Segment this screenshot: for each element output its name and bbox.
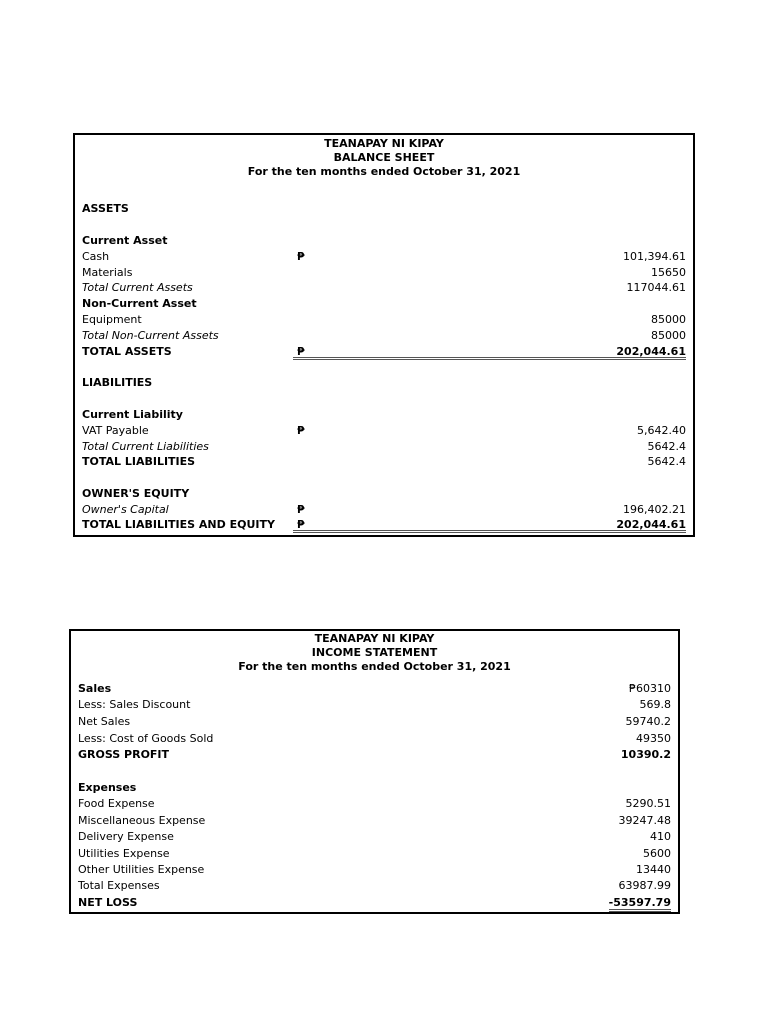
- vat-payable-value: 5,642.40: [637, 424, 686, 437]
- materials-value: 15650: [651, 266, 686, 279]
- total-liabilities-label: TOTAL LIABILITIES: [82, 455, 196, 468]
- vat-payable-label: VAT Payable: [82, 424, 149, 437]
- equipment-value: 85000: [651, 313, 686, 326]
- total-current-assets-value: 117044.61: [626, 281, 686, 294]
- net-loss-label: NET LOSS: [78, 896, 138, 909]
- double-underline: [293, 357, 686, 360]
- gross-profit-value: 10390.2: [620, 748, 671, 761]
- total-expenses-value: 63987.99: [618, 879, 671, 892]
- peso-sign: ₱: [297, 250, 305, 263]
- total-non-current-assets-label: Total Non-Current Assets: [82, 329, 219, 342]
- double-underline: [293, 530, 686, 533]
- sales-discount-value: 569.8: [639, 698, 671, 711]
- liabilities-heading: LIABILITIES: [82, 376, 153, 389]
- income-statement-title: INCOME STATEMENT: [311, 646, 438, 659]
- net-loss-value: -53597.79: [608, 896, 671, 909]
- utilities-expense-label: Utilities Expense: [78, 847, 170, 860]
- balance-sheet-title: BALANCE SHEET: [333, 151, 435, 164]
- income-statement-company: TEANAPAY NI KIPAY: [314, 632, 435, 645]
- total-current-assets-label: Total Current Assets: [82, 281, 193, 294]
- delivery-expense-label: Delivery Expense: [78, 830, 174, 843]
- net-sales-label: Net Sales: [78, 715, 131, 728]
- balance-sheet-company: TEANAPAY NI KIPAY: [324, 137, 444, 150]
- total-assets-label: TOTAL ASSETS: [82, 345, 172, 358]
- cash-value: 101,394.61: [623, 250, 686, 263]
- total-liabilities-equity-value: 202,044.61: [616, 518, 686, 531]
- misc-expense-label: Miscellaneous Expense: [78, 814, 206, 827]
- total-liabilities-value: 5642.4: [647, 455, 686, 468]
- equipment-label: Equipment: [82, 313, 142, 326]
- expenses-heading: Expenses: [78, 781, 137, 794]
- peso-sign: ₱: [297, 424, 305, 437]
- other-utilities-expense-label: Other Utilities Expense: [78, 863, 205, 876]
- total-non-current-assets-value: 85000: [651, 329, 686, 342]
- sales-value: ₱60310: [629, 682, 671, 695]
- materials-label: Materials: [82, 266, 133, 279]
- current-asset-heading: Current Asset: [82, 234, 168, 247]
- double-underline: [609, 909, 671, 912]
- total-liabilities-equity-label: TOTAL LIABILITIES AND EQUITY: [82, 518, 275, 531]
- total-assets-value: 202,044.61: [616, 345, 686, 358]
- total-current-liabilities-label: Total Current Liabilities: [82, 440, 209, 453]
- income-statement-period: For the ten months ended October 31, 2021: [238, 660, 511, 673]
- cogs-value: 49350: [636, 732, 671, 745]
- utilities-expense-value: 5600: [643, 847, 671, 860]
- non-current-asset-heading: Non-Current Asset: [82, 297, 197, 310]
- owners-capital-label: Owner's Capital: [82, 503, 169, 516]
- other-utilities-expense-value: 13440: [636, 863, 671, 876]
- food-expense-value: 5290.51: [625, 797, 671, 810]
- sales-discount-label: Less: Sales Discount: [78, 698, 191, 711]
- assets-heading: ASSETS: [82, 202, 129, 215]
- owners-capital-value: 196,402.21: [623, 503, 686, 516]
- total-expenses-label: Total Expenses: [78, 879, 160, 892]
- peso-sign: ₱: [297, 503, 305, 516]
- cash-label: Cash: [82, 250, 110, 263]
- peso-sign: ₱: [297, 345, 305, 358]
- net-sales-value: 59740.2: [625, 715, 671, 728]
- sales-label: Sales: [78, 682, 112, 695]
- balance-sheet: [73, 133, 695, 537]
- delivery-expense-value: 410: [650, 830, 671, 843]
- income-statement: [69, 629, 680, 914]
- current-liability-heading: Current Liability: [82, 408, 183, 421]
- food-expense-label: Food Expense: [78, 797, 155, 810]
- owners-equity-heading: OWNER'S EQUITY: [82, 487, 190, 500]
- misc-expense-value: 39247.48: [618, 814, 671, 827]
- gross-profit-label: GROSS PROFIT: [78, 748, 170, 761]
- balance-sheet-period: For the ten months ended October 31, 2021: [247, 165, 521, 178]
- cogs-label: Less: Cost of Goods Sold: [78, 732, 214, 745]
- total-current-liabilities-value: 5642.4: [647, 440, 686, 453]
- peso-sign: ₱: [297, 518, 305, 531]
